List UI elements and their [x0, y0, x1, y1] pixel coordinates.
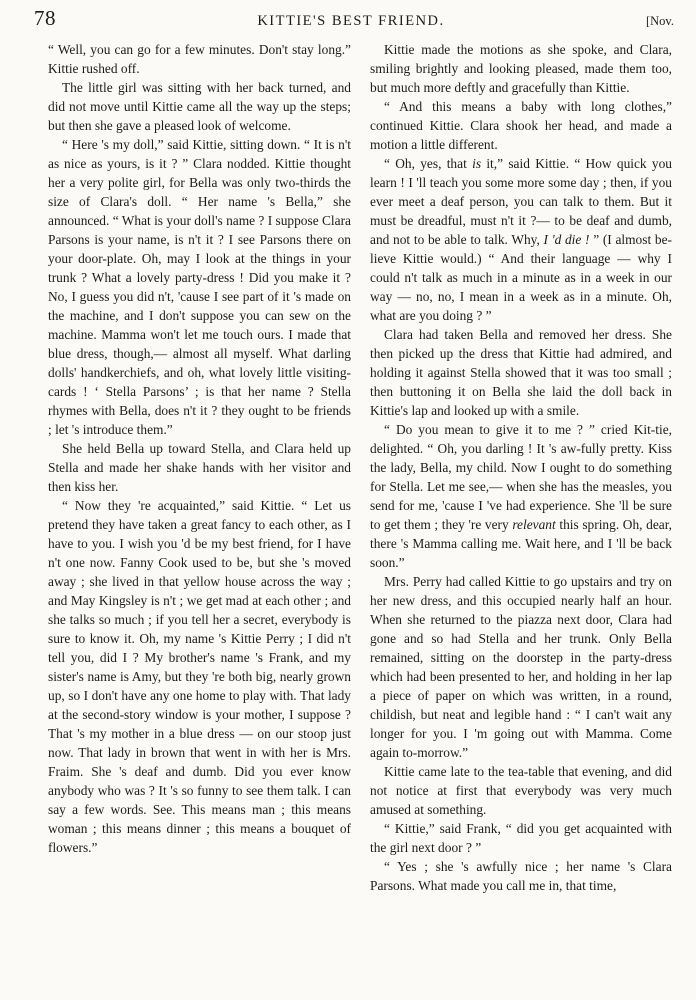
paragraph: Kittie came late to the tea-table that evening, and did not notice at first that everybody was very much amused at something. — [370, 764, 672, 817]
running-title: KITTIE'S BEST FRIEND. — [257, 13, 445, 29]
paragraph: “ Yes ; she 's awfully nice ; her name 's Clara Parsons. What made you call me in, that time, — [370, 859, 672, 893]
paragraph — [370, 420, 672, 572]
issue-month: [Nov. — [645, 14, 674, 28]
paragraph: “ Now they 're acquainted,” said Kittie. “ Let us pretend they have taken a great fancy to each other, as I have to you. I wish you 'd be my best friend, for I have n't one now. Fanny Cook used to be, but she 's moved away ; she lived in that yellow house across the way ; and May Kingsley is n't ; we get mad at each other ; and she talks so much ; if you tell her a secret, everybody is sure to know it. Oh, my name 's Kittie Perry ; I did n't tell you, did I ? My brother's name 's Frank, and my sister's name is Amy, but they 're both big, nearly grown up, so I don't have any one home to play with. That lady at the second-story window is your mother, I suppose ? That 's my mother in a blue dress — on our stoop just now. That lady in brown that went in with her is Mrs. Fraim. She 's deaf and dumb. Did you ever know anybody who was ? It 's so funny to see them talk. I can say a few words. See. This means man ; this means woman ; this means dinner ; this means a bouquet of flowers.” — [48, 498, 351, 855]
left-column — [48, 40, 351, 857]
text-run: it,” said Kittie. “ How quick you learn ! I 'll teach you some more some day ; then, if you ever meet a deaf person, you can talk to them. But it must be dreadful, must n't it ?— to be deaf and dumb, and not to be able to talk. Why, — [370, 156, 672, 247]
paragraph: “ And this means a baby with long clothes,” continued Kittie. Clara shook her head, and made a motion a little different. — [370, 99, 672, 152]
paragraph: “ Kittie,” said Frank, “ did you get acquainted with the girl next door ? ” — [370, 821, 672, 855]
right-column — [370, 40, 672, 895]
page-header — [34, 6, 674, 34]
paragraph: “ Well, you can go for a few minutes. Don't stay long.” Kittie rushed off. — [48, 42, 351, 76]
text-run: ” (I almost be-lieve Kittie would.) “ And their language — why I could n't talk as much in a minute as in a week in our way — no, no, I mean in a week as in a minute. Oh, what are you doing ? ” — [370, 232, 672, 323]
text-run: “ Do you mean to give it to me ? ” cried Kit-tie, delighted. “ Oh, you darling ! It 's aw-fully pretty. Kiss the lady, Bella, my child. Now I ought to do something for Stella. Let me see,— when she has the measles, you send for me, 'cause I 've had experience. She 'll be sure to get them ; they 're very — [370, 422, 672, 532]
paragraph — [370, 154, 672, 325]
text-run: “ Oh, yes, that — [384, 156, 473, 171]
paragraph: She held Bella up toward Stella, and Clara held up Stella and made her shake hands with her visitor and then kiss her. — [48, 441, 351, 494]
emphasis: is — [472, 156, 482, 171]
paragraph: The little girl was sitting with her back turned, and did not move until Kittie came all the way up the steps; but then she gave a pleased look of welcome. — [48, 80, 351, 133]
paragraph: “ Here 's my doll,” said Kittie, sitting down. “ It is n't as nice as yours, is it ? ” Clara nodded. Kittie thought her a very polite girl, for Bella was only two-thirds the size of Clara's doll. “ Her name 's Bella,” she announced. “ What is your doll's name ? I suppose Clara Parsons is your name, is n't it ? I see Parsons there on your door-plate. Oh, may I look at the things in your trunk ? What a lovely party-dress ! Did you make it ? No, I guess you did n't, 'cause I see part of it 's made on the machine, and I don't suppose you can sew on the machine. Mamma won't let me touch ours. I made that blue dress, though,— almost all myself. What darling dolls' handkerchiefs, and oh, what lovely little visiting-cards ! ‘ Stella Parsons’ ; is that her name ? Stella rhymes with Bella, does n't it ? they ought to be friends ; let 's introduce them.” — [48, 137, 352, 437]
page-number: 78 — [34, 6, 56, 30]
paragraph: Mrs. Perry had called Kittie to go upstairs and try on her new dress, and this occupied nearly half an hour. When she returned to the piazza next door, Clara had gone and so had Stella and her trunk. Only Bella remained, sitting on the doorstep in the party-dress which had been presented to her, and holding in her lap a piece of paper on which was written, in a round, childish, but neat and legible hand : “ I can't wait any longer for you. I 'm going out with Mamma. Come again to-morrow.” — [370, 574, 672, 760]
paragraph: Clara had taken Bella and removed her dress. She then picked up the dress that Kittie had admired, and holding it against Stella showed that it was too small ; then buttoning it on Bella she laid the doll back in Kittie's lap and looked up with a smile. — [370, 327, 672, 418]
emphasis: relevant — [512, 517, 556, 532]
paragraph: Kittie made the motions as she spoke, and Clara, smiling brightly and looking pleased, made them too, but much more deftly and gracefully than Kittie. — [370, 42, 672, 95]
text-run: this spring. Oh, dear, there 's Mamma calling me. Wait here, and I 'll be back soon.” — [370, 517, 672, 570]
emphasis: I 'd die ! — [543, 232, 590, 247]
